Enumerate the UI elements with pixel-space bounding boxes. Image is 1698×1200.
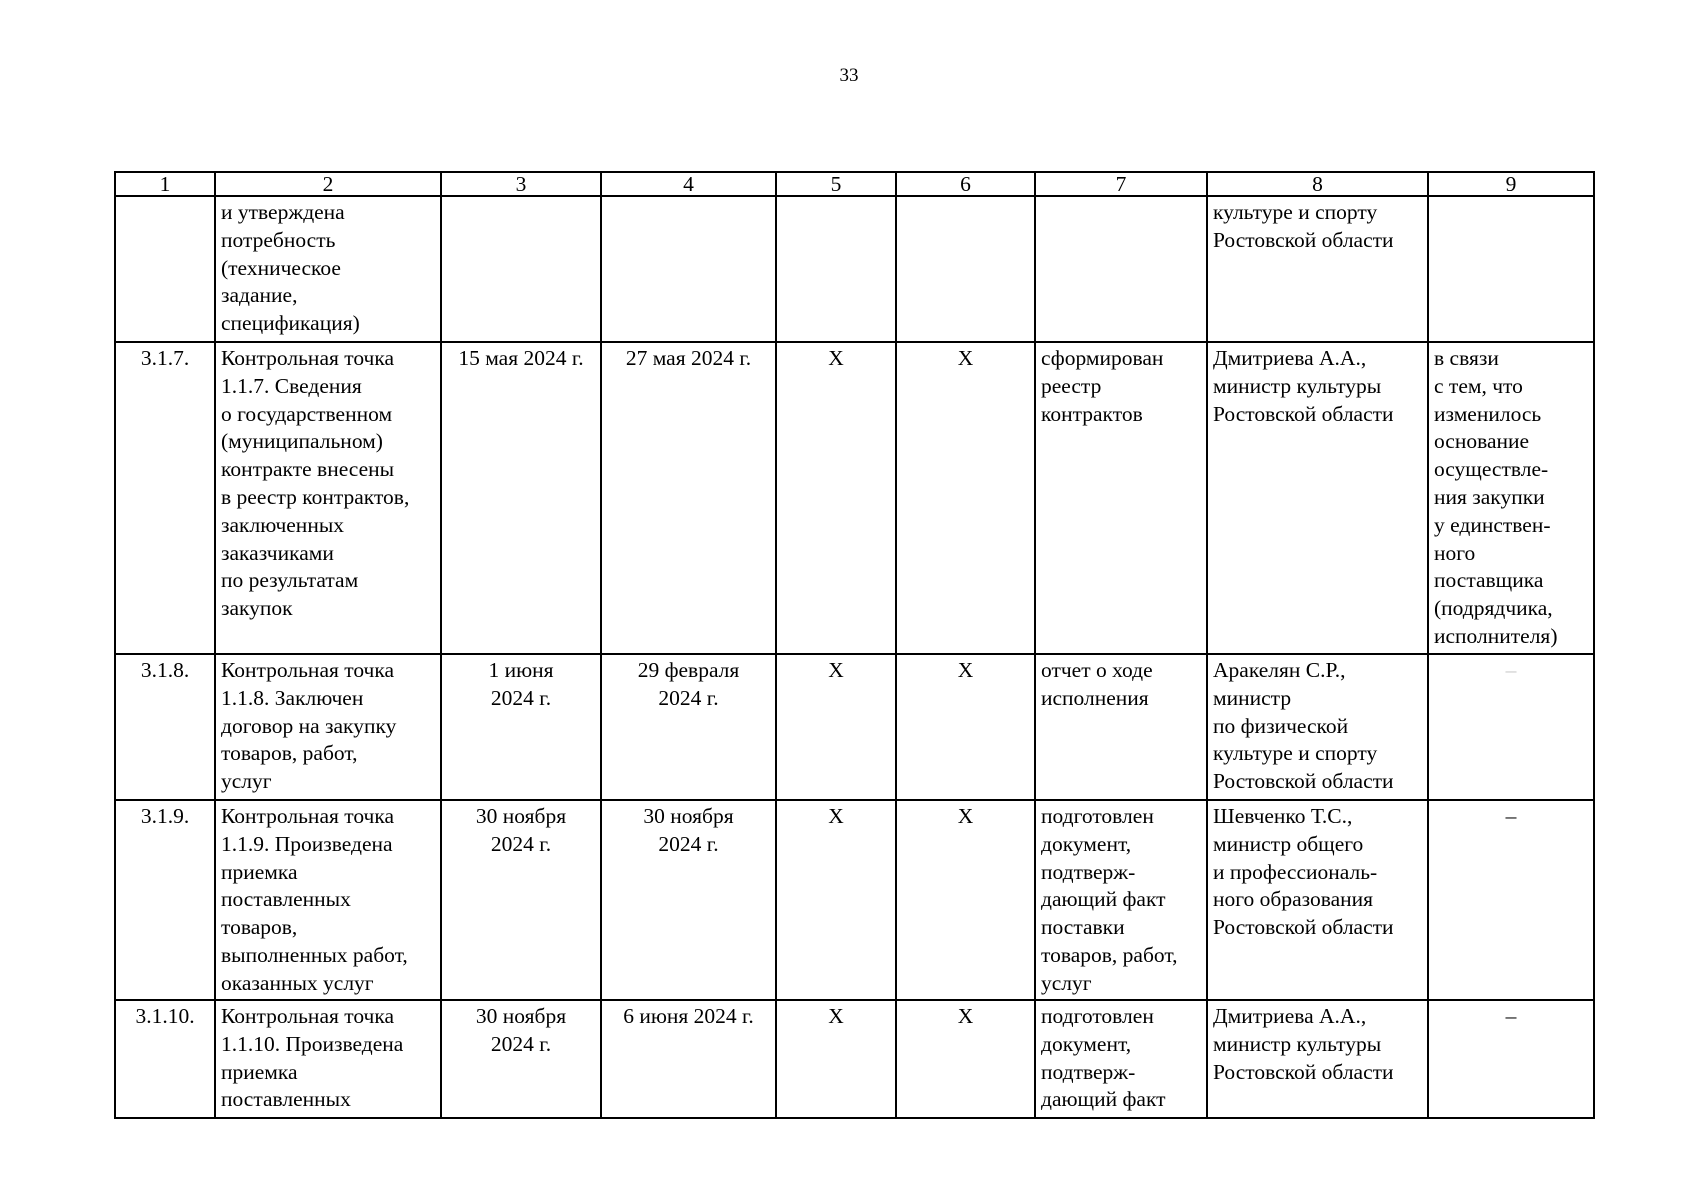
fact-date <box>601 196 776 342</box>
table-row <box>115 1000 1594 1118</box>
responsible-person: Дмитриева А.А., министр культуры Ростовской области <box>1207 1000 1428 1118</box>
event-description: Контрольная точка 1.1.9. Произведена приемка поставленных товаров, выполненных работ, оказанных услуг <box>215 800 441 1000</box>
column-5-value: Х <box>776 654 896 800</box>
control-points-table <box>114 171 1595 1119</box>
header-cell: 9 <box>1428 172 1594 196</box>
plan-date: 30 ноября 2024 г. <box>441 800 601 1000</box>
column-5-value: Х <box>776 1000 896 1118</box>
row-number <box>115 196 215 342</box>
comment <box>1428 196 1594 342</box>
table-header-row <box>115 172 1594 196</box>
fact-date: 30 ноября 2024 г. <box>601 800 776 1000</box>
row-number: 3.1.10. <box>115 1000 215 1118</box>
fact-date: 6 июня 2024 г. <box>601 1000 776 1118</box>
page-number: 33 <box>839 65 859 86</box>
result-description <box>1035 196 1207 342</box>
row-number: 3.1.7. <box>115 342 215 654</box>
column-6-value <box>896 196 1035 342</box>
table-row <box>115 342 1594 654</box>
plan-date <box>441 196 601 342</box>
result-description: подготовлен документ, подтверж- дающий факт <box>1035 1000 1207 1118</box>
column-5-value: Х <box>776 342 896 654</box>
event-description: Контрольная точка 1.1.7. Сведения о государственном (муниципальном) контракте внесены в реестр контрактов, заключенных заказчиками по результатам закупок <box>215 342 441 654</box>
table-row <box>115 196 1594 342</box>
responsible-person: Шевченко Т.С., министр общего и профессиональ- ного образования Ростовской области <box>1207 800 1428 1000</box>
column-6-value: Х <box>896 1000 1035 1118</box>
header-cell: 8 <box>1207 172 1428 196</box>
fact-date: 29 февраля 2024 г. <box>601 654 776 800</box>
plan-date: 15 мая 2024 г. <box>441 342 601 654</box>
header-cell: 6 <box>896 172 1035 196</box>
table-row <box>115 800 1594 1000</box>
responsible-person: Аракелян С.Р., министр по физической культуре и спорту Ростовской области <box>1207 654 1428 800</box>
comment: – <box>1428 1000 1594 1118</box>
column-5-value: Х <box>776 800 896 1000</box>
column-6-value: Х <box>896 342 1035 654</box>
plan-date: 30 ноября 2024 г. <box>441 1000 601 1118</box>
event-description: Контрольная точка 1.1.8. Заключен договор на закупку товаров, работ, услуг <box>215 654 441 800</box>
header-cell: 3 <box>441 172 601 196</box>
comment: – <box>1428 800 1594 1000</box>
table-row <box>115 654 1594 800</box>
result-description: отчет о ходе исполнения <box>1035 654 1207 800</box>
row-number: 3.1.9. <box>115 800 215 1000</box>
header-cell: 5 <box>776 172 896 196</box>
fact-date: 27 мая 2024 г. <box>601 342 776 654</box>
column-6-value: Х <box>896 800 1035 1000</box>
header-cell: 2 <box>215 172 441 196</box>
responsible-person: культуре и спорту Ростовской области <box>1207 196 1428 342</box>
plan-date: 1 июня 2024 г. <box>441 654 601 800</box>
event-description: Контрольная точка 1.1.10. Произведена приемка поставленных <box>215 1000 441 1118</box>
responsible-person: Дмитриева А.А., министр культуры Ростовской области <box>1207 342 1428 654</box>
header-cell: 7 <box>1035 172 1207 196</box>
event-description: и утверждена потребность (техническое задание, спецификация) <box>215 196 441 342</box>
header-cell: 4 <box>601 172 776 196</box>
column-5-value <box>776 196 896 342</box>
header-cell: 1 <box>115 172 215 196</box>
comment: в связи с тем, что изменилось основание осуществле- ния закупки у единствен- ного поставщика (подрядчика, исполнителя) <box>1428 342 1594 654</box>
column-6-value: Х <box>896 654 1035 800</box>
result-description: подготовлен документ, подтверж- дающий факт поставки товаров, работ, услуг <box>1035 800 1207 1000</box>
comment: – <box>1428 654 1594 800</box>
row-number: 3.1.8. <box>115 654 215 800</box>
result-description: сформирован реестр контрактов <box>1035 342 1207 654</box>
